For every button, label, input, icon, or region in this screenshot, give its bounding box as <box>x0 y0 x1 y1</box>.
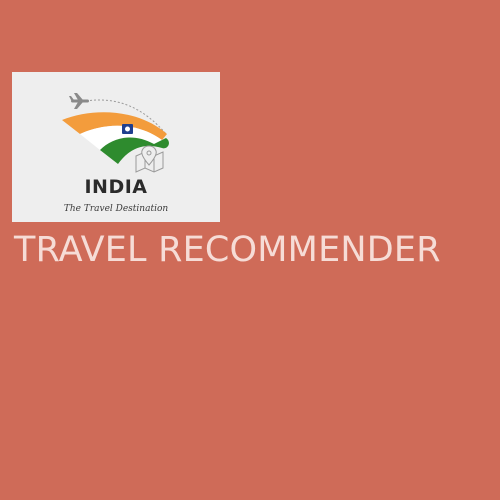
india-logo-card <box>12 72 220 222</box>
logo-graphic <box>12 72 220 222</box>
logo-tagline: The Travel Destination <box>63 204 169 214</box>
airplane-icon <box>69 93 89 109</box>
ashoka-chakra-icon <box>122 124 133 134</box>
page-title: TRAVEL RECOMMENDER <box>14 230 441 270</box>
logo-title: INDIA <box>84 176 148 198</box>
